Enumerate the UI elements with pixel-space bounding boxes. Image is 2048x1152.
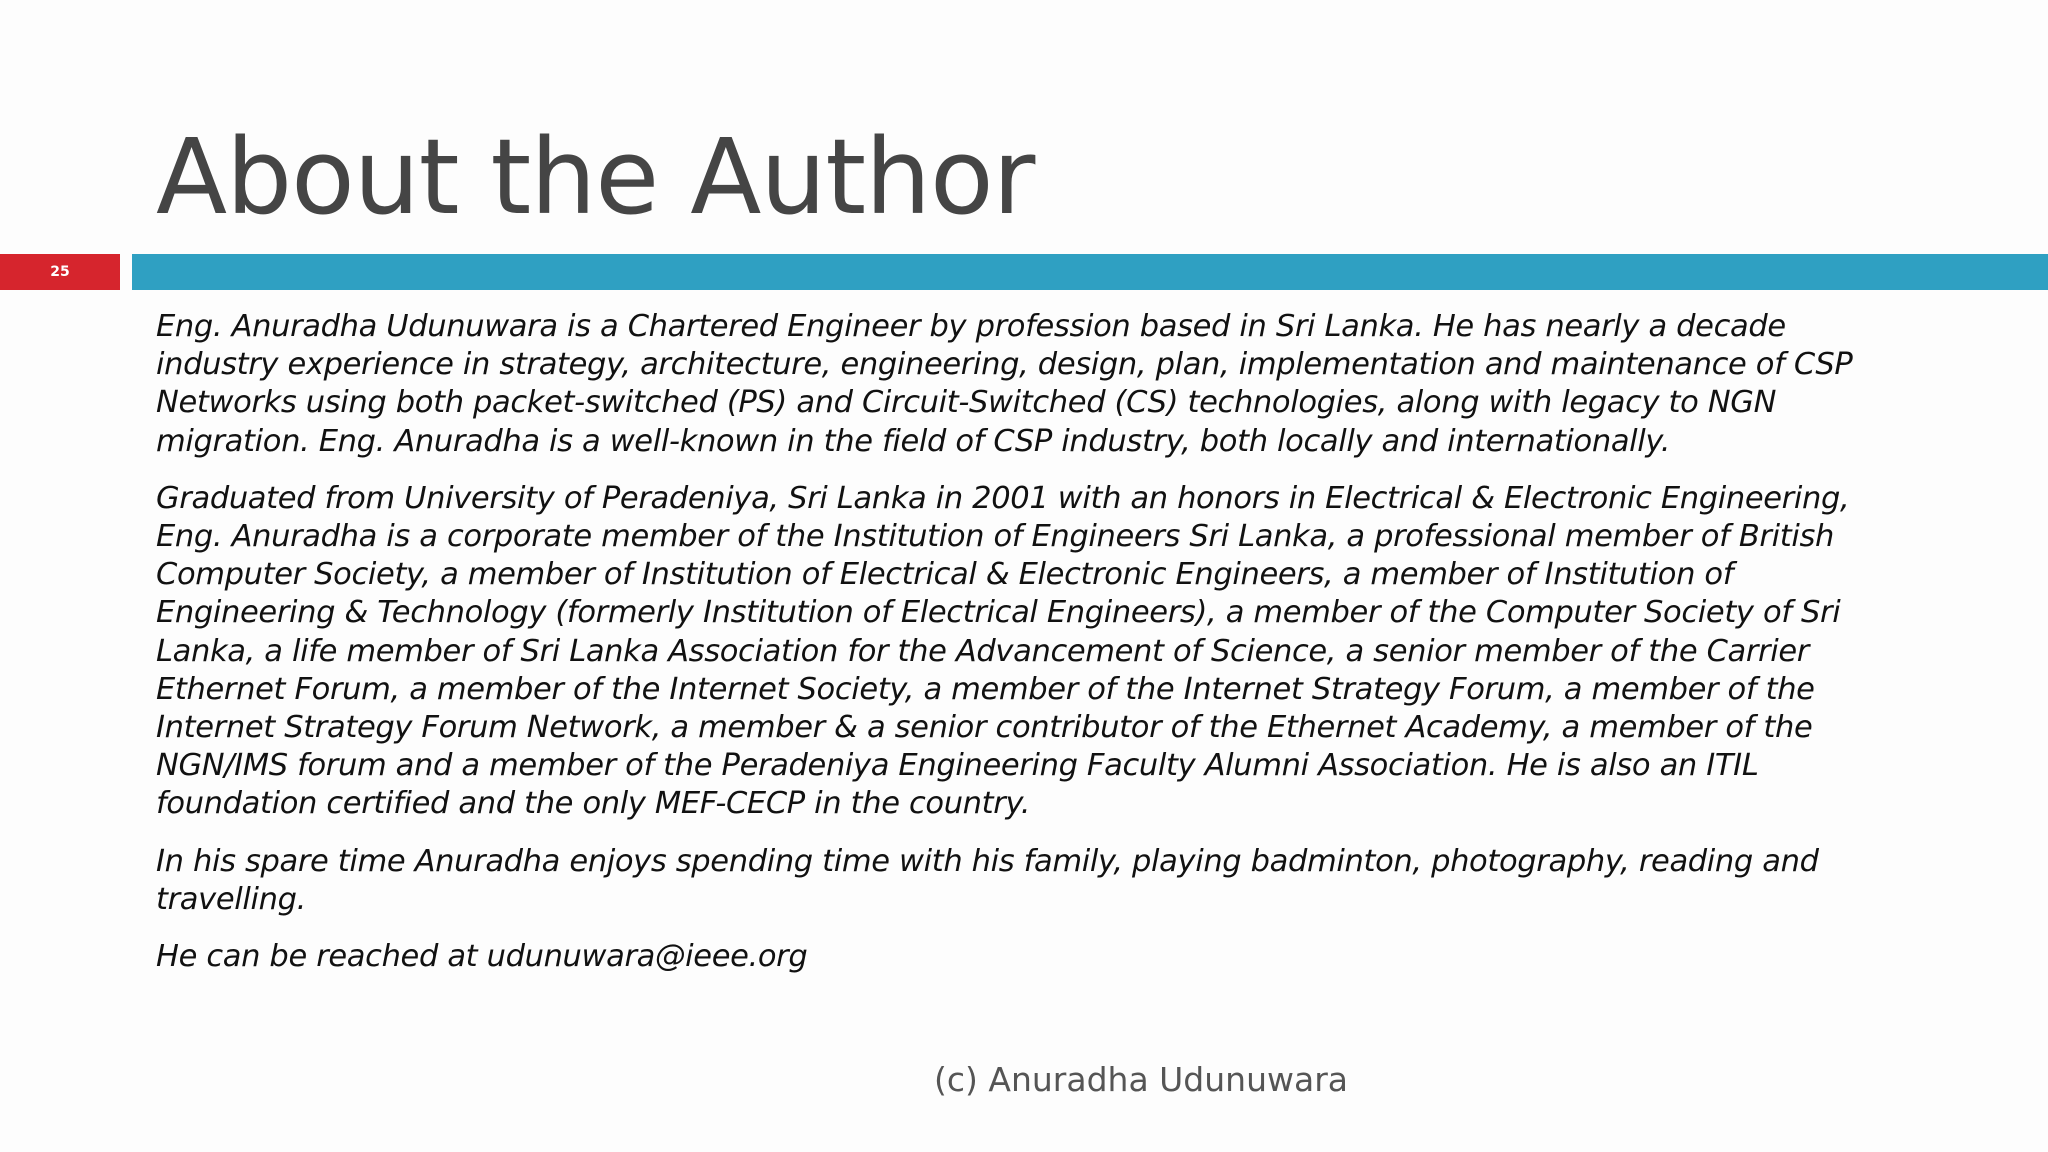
copyright-footer: (c) Anuradha Udunuwara xyxy=(934,1060,1348,1099)
author-bio xyxy=(156,308,1916,995)
accent-bar xyxy=(132,254,2048,290)
slide-number: 25 xyxy=(50,264,70,280)
bio-paragraph-contact: He can be reached at udunuwara@ieee.org xyxy=(156,939,808,975)
slide-number-bar xyxy=(0,254,120,290)
bio-paragraph-memberships: Graduated from University of Peradeniya, Sri Lanka in 2001 with an honors in Electrical & Electronic Engineering, Eng. Anuradha is a corporate member of the Institution of Engineers Sri Lanka, a professional member of British Computer Society, a member of Institution of Electrical & Electronic Engineers, a member of Institution of Engineering & Technology (formerly Institution of Electrical Engineers), a member of the Computer Society of Sri Lanka, a life member of Sri Lanka Association for the Advancement of Science, a senior member of the Carrier Ethernet Forum, a member of the Internet Society, a member of the Internet Strategy Forum, a member of the Internet Strategy Forum Network, a member & a senior contributor of the Ethernet Academy, a member of the NGN/IMS forum and a member of the Peradeniya Engineering Faculty Alumni Association. He is also an ITIL foundation certified and the only MEF-CECP in the country. xyxy=(156,480,1850,822)
bio-paragraph-hobbies: In his spare time Anuradha enjoys spending time with his family, playing badminton, photography, reading and travelling. xyxy=(156,843,1819,917)
bio-paragraph-experience: Eng. Anuradha Udunuwara is a Chartered Engineer by profession based in Sri Lanka. He has nearly a decade industry experience in strategy, architecture, engineering, design, plan, implementation and maintenance of CSP Networks using both packet-switched (PS) and Circuit-Switched (CS) technologies, along with legacy to NGN migration. Eng. Anuradha is a well-known in the field of CSP industry, both locally and internationally. xyxy=(156,309,1853,459)
slide-title: About the Author xyxy=(156,116,1035,238)
